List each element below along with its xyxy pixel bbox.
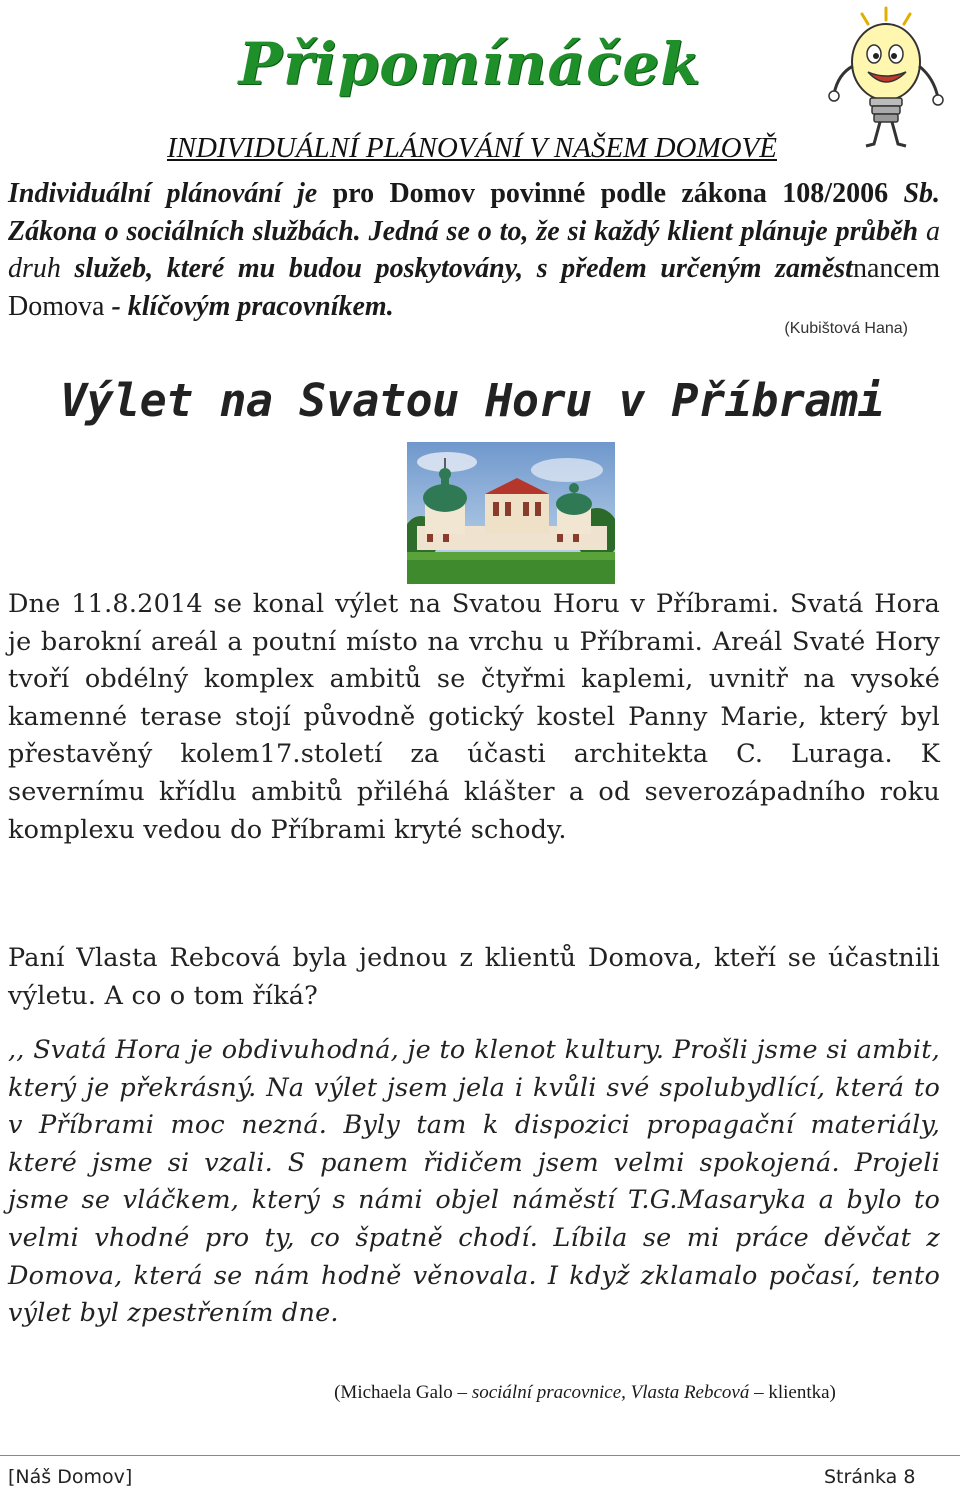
text-run: - klíčovým pracovníkem. — [104, 290, 394, 322]
footer-publication-name: [Náš Domov] — [8, 1466, 133, 1488]
trip-article-title: Výlet na Svatou Horu v Příbrami — [59, 374, 885, 427]
trip-description-paragraph: Dne 11.8.2014 se konal výlet na Svatou Horu v Příbrami. Svatá Hora je barokní areál a poutní místo na vrchu u Příbrami. Areál Svaté Hory tvoří obdélný komplex ambitů se čtyřmi kaplemi, uvnitř na vysoké kamenné terase stojí původně gotický kostel Panny Marie, který byl přestavěný kolem17.století za účasti architekta C. Luraga. K severnímu křídlu ambitů přiléhá klášter a od severozápadního roku komplexu vedou do Příbrami kryté schody. — [8, 589, 940, 845]
footer-divider — [0, 1455, 960, 1456]
individual-planning-text — [8, 175, 940, 325]
text-run: a druh — [8, 215, 940, 284]
author-credit: (Kubištová Hana) — [784, 320, 908, 337]
text-run: Individuální plánování je — [8, 178, 333, 209]
text-run: nancem Domova — [8, 253, 940, 322]
client-quote-paragraph: ,, Svatá Hora je obdivuhodná, je to klenot kultury. Prošli jsme si ambit, který je překrásný. Na výlet jsem jela i kvůli své spolubydlící, která to v Příbrami moc nezná. Byly tam k dispozici propagační materiály, které jsme si vzali. S panem řidičem jsem velmi spokojená. Projeli jsme se vláčkem, který s námi objel náměstí T.G.Masaryka a bylo to velmi vhodné pro ty, co špatně chodí. Líbila se mi práce děvčat z Domova, která se nám hodně věnovala. I když zklamalo počasí, tento výlet byl zpestřením dne. — [8, 1035, 940, 1329]
credit-open: (Michaela Galo – — [334, 1382, 472, 1403]
client-intro-paragraph: Paní Vlasta Rebcová byla jednou z klientů Domova, kteří se účastnili výletu. A co o tom říká? — [8, 943, 940, 1011]
article-credit — [0, 1382, 960, 1404]
section-heading-individual-planning: INDIVIDUÁLNÍ PLÁNOVÁNÍ V NAŠEM DOMOVĚ — [166, 132, 777, 164]
masthead-title: Připomínáček — [238, 30, 702, 98]
text-run: Sb. Zákona o sociálních službách. Jedná se o to, že si každý klient plánuje průběh — [8, 178, 941, 247]
text-run: pro Domov povinné podle zákona 108/2006 — [332, 178, 889, 209]
credit-close: – klientka) — [749, 1382, 836, 1403]
footer-page-number: Stránka 8 — [824, 1466, 916, 1488]
church-photo — [407, 442, 615, 584]
text-run: služeb, které mu budou poskytovány, s předem určeným zaměst — [60, 253, 853, 284]
credit-role: sociální pracovnice, Vlasta Rebcová — [471, 1382, 750, 1403]
